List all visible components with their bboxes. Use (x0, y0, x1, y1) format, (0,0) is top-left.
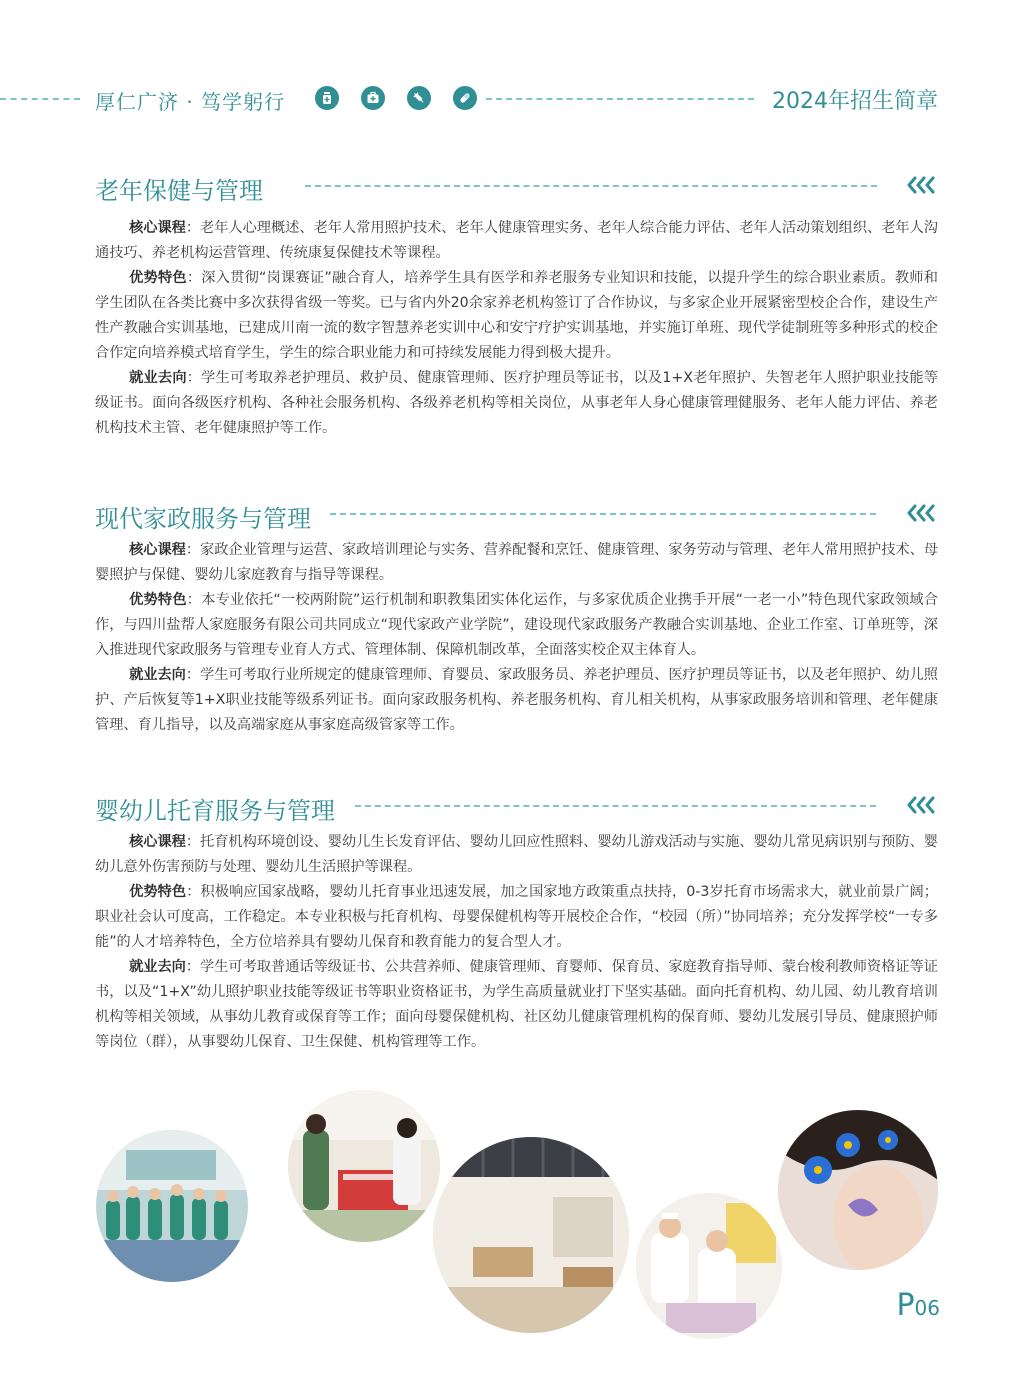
medicine-bottle-icon (315, 86, 339, 110)
page-number-prefix: P (896, 1288, 915, 1323)
capsule-icon (453, 86, 477, 110)
photo-home-service-room (433, 1137, 629, 1333)
core-courses-text: ：老年人心理概述、老年人常用照护技术、老年人健康管理实务、老年人综合能力评估、老年人活动策划组织、老年人沟通技巧、养老机构运营管理、传统康复保健技术等课程。 (95, 220, 938, 261)
section-title-housekeeping: 现代家政服务与管理 (95, 505, 311, 533)
syringe-icon (407, 86, 431, 110)
section-divider (355, 805, 876, 807)
header-dash-middle (486, 98, 754, 100)
medical-kit-icon (361, 86, 385, 110)
advantages-text: ：本专业依托“一校两附院”运行机制和职教集团实体化运作，与多家优质企业携手开展“一老一小”特色现代家政领域合作，与四川盐帮人家庭服务有限公司共同成立“现代家政产业学院”，建设现代家政服务产教融合实训基地、企业工作室、订单班等，深入推进现代家政服务与管理专业育人方式、管理体制、保障机制改革，全面落实校企双主体育人。 (95, 592, 938, 658)
advantages-label: 优势特色 (129, 270, 187, 286)
section-body-infant-care (95, 830, 938, 1055)
core-courses-label: 核心课程 (129, 220, 186, 236)
section-divider (330, 513, 876, 515)
photo-nursing-practice (636, 1193, 782, 1339)
section-title-infant-care: 婴幼儿托育服务与管理 (95, 797, 335, 825)
core-courses-label: 核心课程 (129, 834, 186, 850)
page-number (896, 1288, 940, 1323)
advantages-text: ：积极响应国家战略，婴幼儿托育事业迅速发展，加之国家地方政策重点扶持，0-3岁托育市场需求大，就业前景广阔；职业社会认可度高，工作稳定。本专业积极与托育机构、母婴保健机构等开展校企合作，“校园（所）”协同培养；充分发挥学校“一专多能”的人才培养特色，全方位培养具有婴幼儿保育和教育能力的复合型人才。 (95, 884, 938, 950)
chevron-left-triple-icon (906, 796, 938, 818)
section-body-housekeeping (95, 538, 938, 738)
photo-surgical-training (96, 1130, 248, 1282)
section-divider (305, 185, 877, 187)
photo-face-painting (778, 1110, 938, 1270)
advantages-label: 优势特色 (129, 592, 187, 608)
employment-label: 就业去向 (129, 667, 186, 683)
advantages-text: ：深入贯彻“岗课赛证”融合育人，培养学生具有医学和养老服务专业知识和技能，以提升学生的综合职业素质。教师和学生团队在各类比赛中多次获得省级一等奖。已与省内外20余家养老机构签订了合作协议，与多家企业开展紧密型校企合作，建设生产性产教融合实训基地，已建成川南一流的数字智慧养老实训中心和安宁疗护实训基地，并实施订单班、现代学徒制班等多种形式的校企合作定向培养模式培育学生，学生的综合职业能力和可持续发展能力得到极大提升。 (95, 270, 938, 361)
section-title-elderly-care: 老年保健与管理 (95, 177, 263, 205)
page-number-value: 06 (914, 1296, 940, 1320)
header-slogan: 厚仁广济 · 笃学躬行 (95, 90, 286, 114)
core-courses-text: ：托育机构环境创设、婴幼儿生长发育评估、婴幼儿回应性照料、婴幼儿游戏活动与实施、婴幼儿常见病识别与预防、婴幼儿意外伤害预防与处理、婴幼儿生活照护等课程。 (95, 834, 938, 875)
employment-text: ：学生可考取行业所规定的健康管理师、育婴员、家政服务员、养老护理员、医疗护理员等证书，以及老年照护、幼儿照护、产后恢复等1+X职业技能等级系列证书。面向家政服务机构、养老服务机构、育儿相关机构，从事家政服务培训和管理、老年健康管理、育儿指导，以及高端家庭从事家庭高级管家等工作。 (95, 667, 938, 733)
section-body-elderly-care (95, 216, 938, 441)
employment-label: 就业去向 (129, 370, 187, 386)
advantages-label: 优势特色 (129, 884, 187, 900)
chevron-left-triple-icon (906, 504, 938, 526)
header-icon-row (315, 86, 477, 110)
employment-label: 就业去向 (129, 959, 186, 975)
chevron-left-triple-icon (906, 176, 938, 198)
core-courses-label: 核心课程 (129, 542, 186, 558)
core-courses-text: ：家政企业管理与运营、家政培训理论与实务、营养配餐和烹饪、健康管理、家务劳动与管理、老年人常用照护技术、母婴照护与保健、婴幼儿家庭教育与指导等课程。 (95, 542, 938, 583)
header-title: 2024年招生简章 (772, 89, 938, 114)
photo-childcare-activity (288, 1090, 440, 1242)
header-dash-left (0, 98, 80, 100)
employment-text: ：学生可考取养老护理员、救护员、健康管理师、医疗护理员等证书，以及1+X老年照护、失智老年人照护职业技能等级证书。面向各级医疗机构、各种社会服务机构、各级养老机构等相关岗位，从事老年人身心健康管理健服务、老年人能力评估、养老机构技术主管、老年健康照护等工作。 (95, 370, 938, 436)
employment-text: ：学生可考取普通话等级证书、公共营养师、健康管理师、育婴师、保育员、家庭教育指导师、蒙台梭利教师资格证等证书，以及“1+X”幼儿照护职业技能等级证书等职业资格证书，为学生高质量就业打下坚实基础。面向托育机构、幼儿园、幼儿教育培训机构等相关领域，从事幼儿教育或保育等工作；面向母婴保健机构、社区幼儿健康管理机构的保育师、婴幼儿发展引导员、健康照护师等岗位（群），从事婴幼儿保育、卫生保健、机构管理等工作。 (95, 959, 938, 1050)
